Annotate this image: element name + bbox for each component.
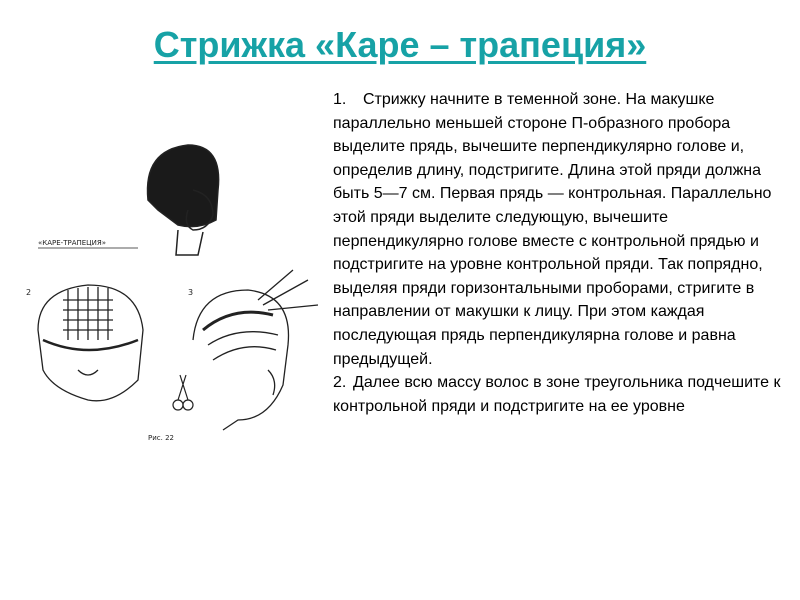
slide-title: Стрижка «Каре – трапеция» xyxy=(153,24,647,65)
hair-mass xyxy=(148,145,219,227)
combed-strands xyxy=(258,270,318,310)
haircut-illustration xyxy=(18,130,333,460)
panel-label-2: 2 xyxy=(26,288,32,297)
instruction-number: 1. xyxy=(333,91,347,108)
panel-label-3: 3 xyxy=(188,288,194,297)
strand-1 xyxy=(208,332,278,345)
sectioned-head-left xyxy=(38,285,143,401)
figure-label: Рис. 22 xyxy=(148,434,174,442)
strand-thick xyxy=(203,312,273,330)
neck-outline xyxy=(176,230,203,255)
face-profile xyxy=(268,370,275,395)
head-outline-right xyxy=(193,290,289,430)
ear-left xyxy=(78,370,98,375)
parting-line xyxy=(43,340,138,350)
instructions xyxy=(333,88,783,418)
bob-head-top xyxy=(148,145,219,255)
instruction-text: Стрижку начните в теменной зоне. На макушке параллельно меньшей стороне П-образного пробора выделите прядь, вычешите перпендикулярно голове и, определив длину, подстригите. Длина этой пряди должна быть 5—7 см. Первая прядь — контрольная. Параллельно этой пряди выделите следующую, вычешите перпендикулярно голове вместе с контрольной прядью и подстригите на уровне контрольной пряди. Так попрядно, выделяя пряди горизонтальными проборами, стригите в направлении от макушки к лицу. При этом каждая последующая прядь перпендикулярна голове и равна предыдущей. xyxy=(333,91,772,368)
profile-head-right xyxy=(193,270,318,430)
instruction-1 xyxy=(333,88,783,371)
grid-vertical xyxy=(68,287,108,340)
instruction-2 xyxy=(333,371,783,418)
haircut-diagram xyxy=(18,130,333,460)
strand-2 xyxy=(213,347,276,360)
instruction-text: Далее всю массу волос в зоне треугольника подчешите к контрольной пряди и подстригите на ее уровне xyxy=(333,374,781,415)
scissors-icon xyxy=(173,375,193,410)
figure-caption: «КАРЕ-ТРАПЕЦИЯ» xyxy=(38,239,107,247)
instruction-number: 2. xyxy=(333,374,347,392)
